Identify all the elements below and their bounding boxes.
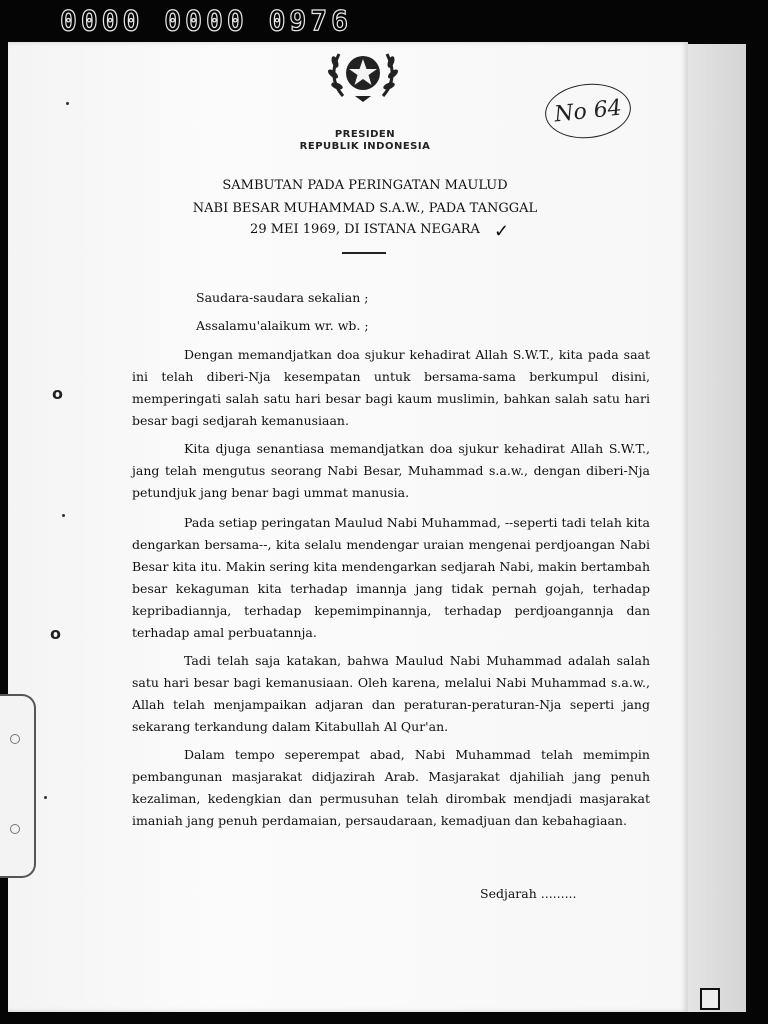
speck <box>66 102 69 105</box>
garuda-emblem-icon <box>321 46 405 106</box>
check-mark-icon: ✓ <box>494 221 510 242</box>
paragraph-1: Dengan memandjatkan doa sjukur kehadirat Allah S.W.T., kita pada saat ini telah diberi-Nja kesempatan untuk bersama-sama berkumpul disini, memperingati salah satu hari besar bagi kaum muslimin, bahkan salah satu hari besar bagi sedjarah kemanusiaan. <box>132 347 650 428</box>
binder-hole <box>10 734 20 744</box>
salutation-2: Assalamu'alaikum wr. wb. ; <box>196 318 369 333</box>
paragraph-2: Kita djuga senantiasa memandjatkan doa sjukur kehadirat Allah S.W.T., jang telah mengutus seorang Nabi Besar, Muhammad s.a.w., dengan diberi-Nja petundjuk jang benar bagi ummat manusia. <box>132 441 650 500</box>
header-republic: REPUBLIK INDONESIA <box>299 141 431 152</box>
salutation-1: Saudara-saudara sekalian ; <box>196 290 369 305</box>
microfilm-frame-number: 0000 0000 0976 <box>60 4 353 37</box>
speck <box>62 514 65 517</box>
punch-hole-mark: o <box>50 624 61 643</box>
binder-hole <box>10 824 20 834</box>
paragraph-3: Pada setiap peringatan Maulud Nabi Muhammad, --seperti tadi telah kita dengarkan bersama--, kita selalu mendengar uraian mengenai perdjoangan Nabi Besar kita itu. Makin sering kita mendengarkan sedjarah Nabi, makin bertambah besar kekaguman kita terhadap imannja jang tidak pernah gojah, terhadap kepribadiannja, terhadap kepemimpinannja, terhadap perdjoangannja dan terhadap amal perbuatannja. <box>132 515 650 640</box>
title-divider <box>342 252 386 254</box>
paragraph-4: Tadi telah saja katakan, bahwa Maulud Nabi Muhammad adalah salah satu hari besar bagi kemanusiaan. Oleh karena, melalui Nabi Muhammad s.a.w., Allah telah menjampaikan adjaran dan peraturan-peraturan-Nja seperti jang sekarang terkandung dalam Kitabullah Al Qur'an. <box>132 653 650 734</box>
binder-clip <box>0 694 36 878</box>
film-frame-marker <box>700 988 720 1010</box>
punch-hole-mark: o <box>52 384 63 403</box>
paragraph-5: Dalam tempo seperempat abad, Nabi Muhammad telah memimpin pembangunan masjarakat didjazirah Arab. Masjarakat djahiliah jang penuh kezaliman, kedengkian dan permusuhan telah dirombak mendjadi masjarakat imaniah jang penuh perdamaian, persaudaraan, kemadjuan dan kebahagiaan. <box>132 747 650 828</box>
title-line-3: 29 MEI 1969, DI ISTANA NEGARA <box>250 222 480 237</box>
title-line-2: NABI BESAR MUHAMMAD S.A.W., PADA TANGGAL <box>192 201 538 216</box>
continuation-catchword: Sedjarah ......... <box>480 886 577 901</box>
title-line-1: SAMBUTAN PADA PERINGATAN MAULUD <box>222 178 508 193</box>
header-president: PRESIDEN <box>334 129 396 140</box>
speck <box>44 796 47 799</box>
next-page-edge <box>688 44 746 1012</box>
stamp-text: No 64 <box>553 95 623 127</box>
